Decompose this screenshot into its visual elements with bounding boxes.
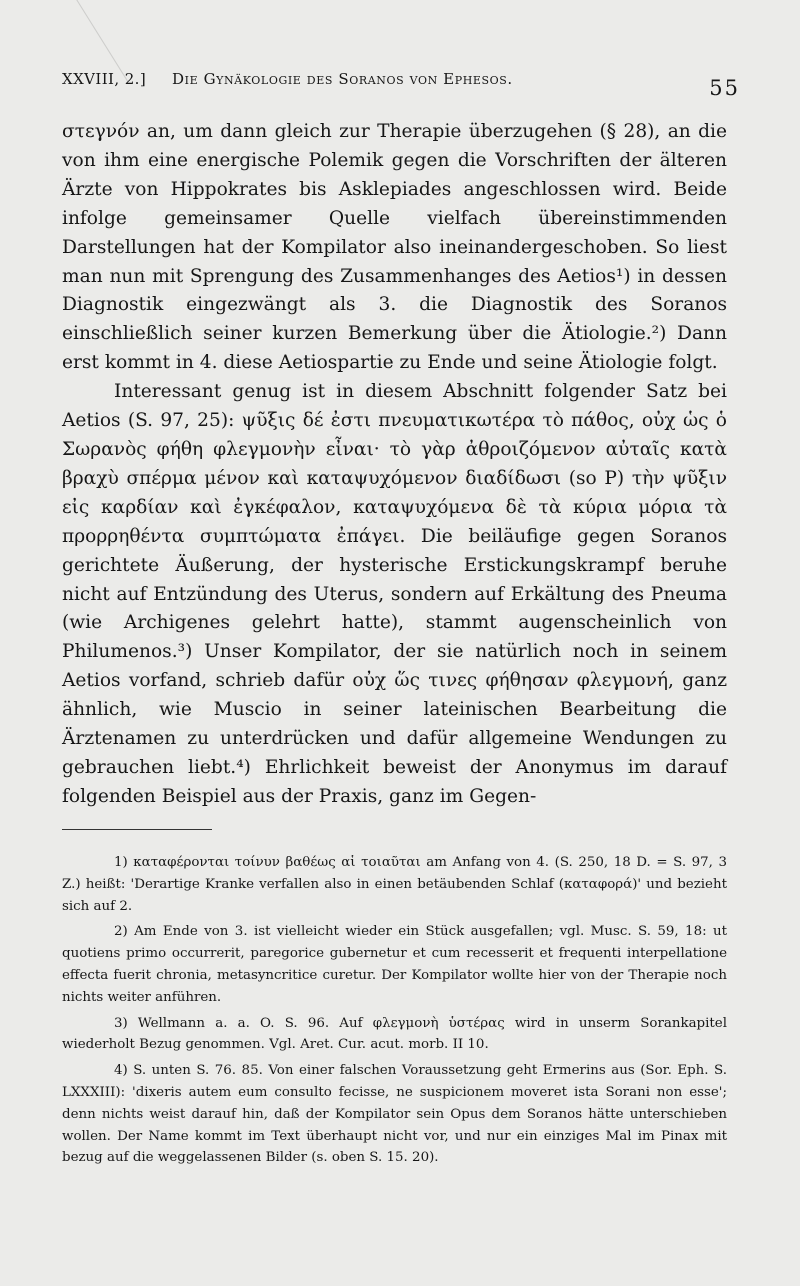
footnote: 2) Am Ende von 3. ist vielleicht wieder ein Stück ausgefallen; vgl. Musc. S. 59, 18: ut quotiens primo occurrerit, paregorice gubernetur et cum recesserit et frequenti interpellatione effecta fuerit chronia, metasyncritice curetur. Der Kompilator wollte hier von der Therapie noch nichts weiter anführen. [62, 924, 727, 1005]
header-title: Die Gynäkologie des Soranos von Ephesos. [172, 70, 513, 88]
running-header [62, 70, 740, 100]
footnote-separator [62, 829, 212, 830]
footnote: 1) καταφέρονται τοίνυν βαθέως αἱ τοιαῦται am Anfang von 4. (S. 250, 18 D. = S. 97, 3 Z.) heißt: 'Derartige Kranke verfallen also in einen betäubenden Schlaf (καταφορά)' und bezieht sich auf 2. [62, 855, 727, 914]
footnotes [62, 852, 727, 1169]
main-text [62, 118, 727, 812]
body-paragraph: Interessant genug ist in diesem Abschnitt folgender Satz bei Aetios (S. 97, 25): ψῦξις δέ ἐστι πνευματικωτέρα τὸ πάθος, οὐχ ὡς ὁ Σωρανὸς φήθη φλεγμονὴν εἶναι· τὸ γὰρ ἀθροιζόμενον αὐταῖς κατὰ βραχὺ σπέρμα μένον καὶ καταψυχόμενον διαδίδωσι (so P) τὴν ψῦξιν εἰς καρδίαν καὶ ἐγκέφαλον, καταψυχόμενα δὲ τὰ κύρια μόρια τὰ προρρηθέντα συμπτώματα ἐπάγει. Die beiläufige gegen Soranos gerichtete Äußerung, der hysterische Erstickungskrampf beruhe nicht auf Entzündung des Uterus, sondern auf Erkältung des Pneuma (wie Archigenes gelehrt hatte), stammt augenscheinlich von Philumenos.³) Unser Kompilator, der sie natürlich noch in seinem Aetios vorfand, schrieb dafür οὐχ ὥς τινες φήθησαν φλεγμονή, ganz ähnlich, wie Muscio in seiner lateinischen Bearbeitung die Ärztenamen zu unterdrücken und dafür allgemeine Wendungen zu gebrauchen liebt.⁴) Ehrlichkeit beweist der Anonymus im darauf folgenden Beispiel aus der Praxis, ganz im Gegen- [62, 381, 727, 807]
footnote: 4) S. unten S. 76. 85. Von einer falschen Voraussetzung geht Ermerins aus (Sor. Eph. S. LXXXIII): 'dixeris autem eum consulto fecisse, ne suspicionem moveret ista Sorani non esse'; denn nichts weist darauf hin, daß der Kompilator sein Opus dem Soranos hätte unterschieben wollen. Der Name kommt im Text überhaupt nicht vor, und nur ein einziges Mal im Pinax mit bezug auf die weggelassenen Bilder (s. oben S. 15. 20). [62, 1063, 727, 1166]
body-paragraph: στεγνόν an, um dann gleich zur Therapie überzugehen (§ 28), an die von ihm eine energische Polemik gegen die Vorschriften der älteren Ärzte von Hippokrates bis Asklepiades angeschlossen wird. Beide infolge gemeinsamer Quelle vielfach übereinstimmenden Darstellungen hat der Kompilator also ineinandergeschoben. So liest man nun mit Sprengung des Zusammenhanges des Aetios¹) in dessen Diagnostik eingezwängt als 3. die Diagnostik des Soranos einschließlich seiner kurzen Bemerkung über die Ätiologie.²) Dann erst kommt in 4. diese Aetiospartie zu Ende und seine Ätiologie folgt. [62, 121, 727, 374]
page-number: 55 [709, 76, 740, 100]
header-signature: XXVIII, 2.] [62, 70, 147, 88]
footnote: 3) Wellmann a. a. O. S. 96. Auf φλεγμονὴ ὑστέρας wird in unserm Sorankapitel wiederholt Bezug genommen. Vgl. Aret. Cur. acut. morb. II 10. [62, 1015, 727, 1053]
